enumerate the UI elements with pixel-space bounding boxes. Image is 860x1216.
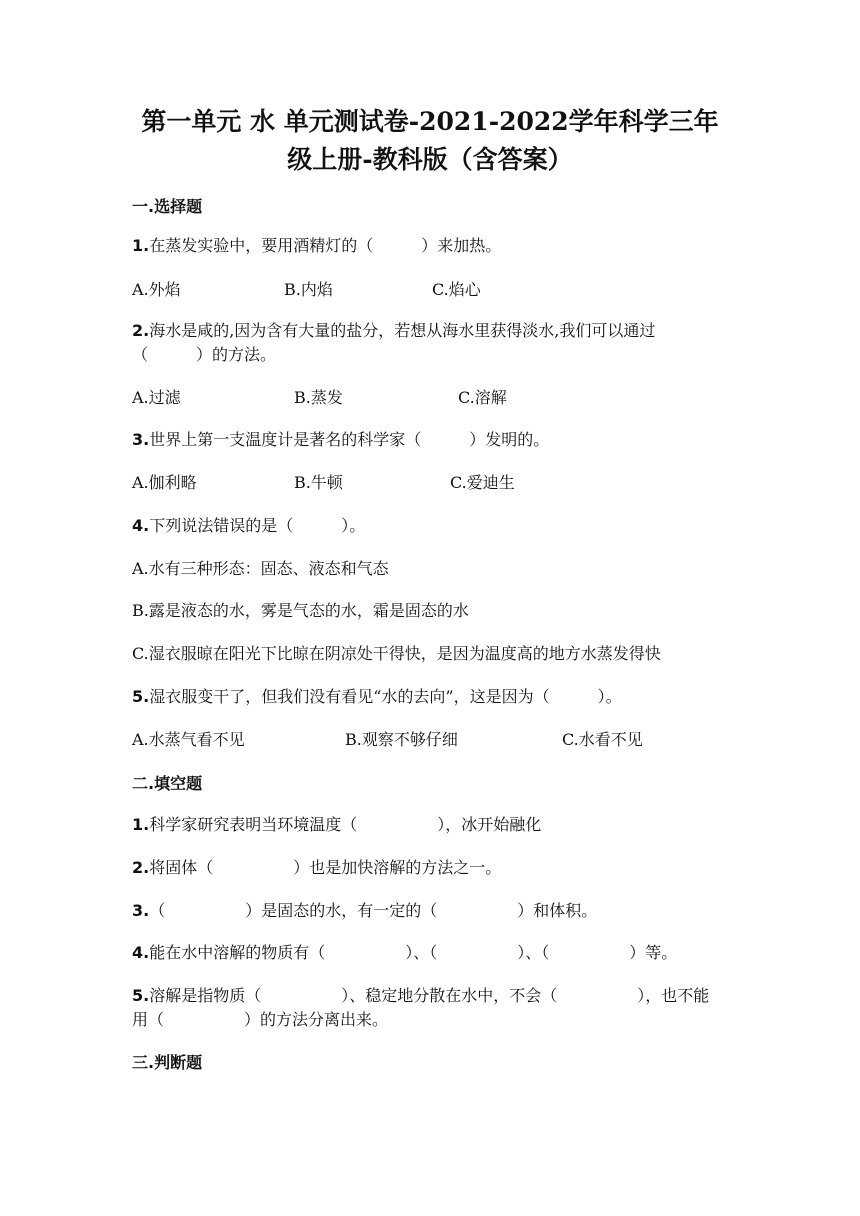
question-number: 2.: [132, 321, 150, 340]
option-b: B.观察不够仔细: [345, 730, 458, 749]
choice-option-4b: B.露是液态的水，雾是气态的水，霜是固态的水: [132, 601, 469, 620]
question-number: 1.: [132, 236, 150, 255]
choice-question-5: [132, 685, 622, 709]
choice-question-3: [132, 428, 549, 452]
option-a: A.水蒸气看不见: [132, 730, 245, 749]
question-text: 科学家研究表明当环境温度（ ），冰开始融化: [149, 815, 542, 834]
fill-question-5: [132, 984, 722, 1032]
question-number: 2.: [132, 858, 150, 877]
option-c: C.焰心: [432, 280, 481, 299]
option-a: A.伽利略: [132, 473, 197, 492]
choice-question-4: [132, 514, 365, 538]
question-number: 5.: [132, 687, 150, 706]
question-text: 溶解是指物质（ ）、稳定地分散在水中，不会（ ），也不能用（ ）的方法分离出来。: [132, 986, 710, 1029]
section-heading-choice: 一.选择题: [132, 197, 203, 216]
option-b: B.蒸发: [294, 388, 343, 407]
option-a: A.外焰: [132, 280, 181, 299]
question-text: 海水是咸的,因为含有大量的盐分，若想从海水里获得淡水,我们可以通过（ ）的方法。: [132, 321, 656, 364]
question-number: 4.: [132, 516, 150, 535]
choice-question-1: [132, 234, 501, 258]
option-b: B.牛顿: [294, 473, 343, 492]
question-number: 1.: [132, 815, 150, 834]
question-number: 3.: [132, 901, 150, 920]
choice-option-4a: A.水有三种形态：固态、液态和气态: [132, 559, 389, 578]
option-c: C.爱迪生: [450, 473, 515, 492]
question-number: 5.: [132, 986, 150, 1005]
question-text: 能在水中溶解的物质有（ ）、（ ）、（ ）等。: [149, 943, 678, 962]
question-number: 3.: [132, 430, 150, 449]
fill-question-1: [132, 813, 541, 837]
option-c: C.水看不见: [562, 730, 643, 749]
fill-question-3: [132, 899, 597, 923]
question-text: 湿衣服变干了，但我们没有看见“水的去向”，这是因为（ ）。: [149, 687, 622, 706]
question-text: 将固体（ ）也是加快溶解的方法之一。: [149, 858, 502, 877]
option-a: A.过滤: [132, 388, 181, 407]
title-line-1: 第一单元 水 单元测试卷-2021-2022学年科学三年: [141, 107, 719, 136]
fill-question-2: [132, 856, 501, 880]
question-text: （ ）是固态的水，有一定的（ ）和体积。: [149, 901, 598, 920]
section-heading-judge: 三.判断题: [132, 1053, 203, 1072]
option-c: C.溶解: [458, 388, 507, 407]
choice-question-2: [132, 319, 722, 367]
choice-option-4c: C.湿衣服晾在阳光下比晾在阴凉处干得快，是因为温度高的地方水蒸发得快: [132, 644, 661, 663]
fill-question-4: [132, 941, 677, 965]
title-line-2: 级上册-教科版（含答案）: [287, 145, 573, 174]
option-b: B.内焰: [284, 280, 333, 299]
question-number: 4.: [132, 943, 150, 962]
document-title: [120, 103, 740, 179]
question-text: 下列说法错误的是（ ）。: [149, 516, 366, 535]
section-heading-fill: 二.填空题: [132, 774, 203, 793]
question-text: 在蒸发实验中，要用酒精灯的（ ）来加热。: [149, 236, 502, 255]
question-text: 世界上第一支温度计是著名的科学家（ ）发明的。: [149, 430, 550, 449]
